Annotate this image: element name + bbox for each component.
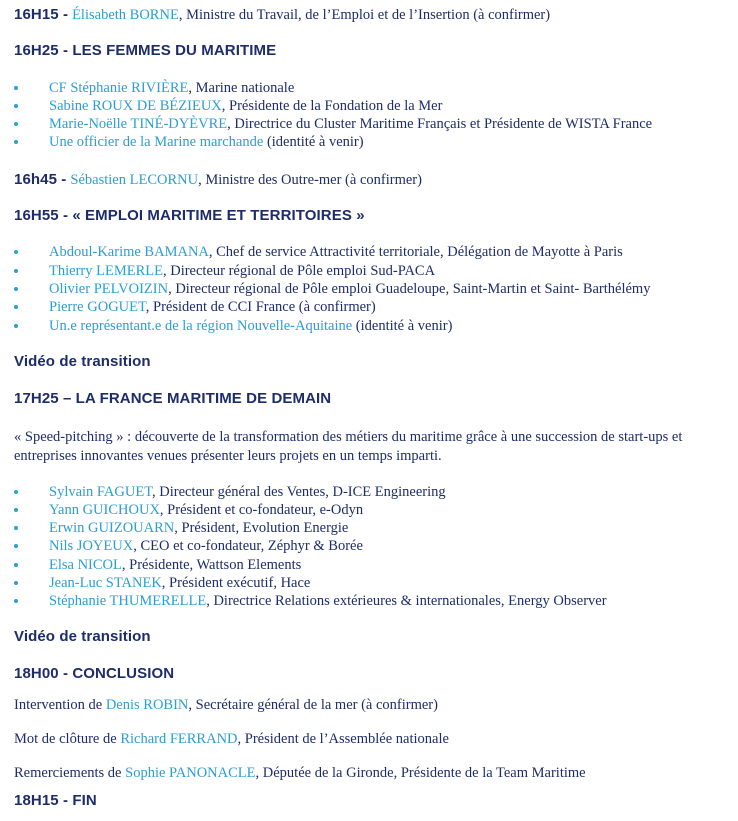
- bullet-dot-icon: [14, 250, 18, 254]
- speaker-role: , Ministre du Travail, de l’Emploi et de l’Insertion (à confirmer): [178, 7, 551, 23]
- person-role: , Chef de service Attractivité territoriale, Délégation de Mayotte à Paris: [208, 244, 623, 260]
- section-title: Vidéo de transition: [14, 628, 151, 645]
- list-item-text: [49, 243, 623, 261]
- person-name: Abdoul-Karime BAMANA: [49, 244, 209, 260]
- list-item-text: [49, 298, 376, 316]
- person-name: Olivier PELVOIZIN: [49, 281, 169, 297]
- person-name: Un.e représentant.e de la région Nouvelle-Aquitaine: [49, 318, 353, 334]
- person-name: Nils JOYEUX: [49, 538, 134, 554]
- section-title: 16H55 - « EMPLOI MARITIME ET TERRITOIRES »: [14, 207, 365, 224]
- person-role: , Secrétaire général de la mer (à confirmer): [188, 697, 438, 713]
- person-name: Erwin GUIZOUARN: [49, 520, 175, 536]
- speaker-role: , Ministre des Outre-mer (à confirmer): [198, 172, 422, 188]
- person-role: (identité à venir): [352, 318, 453, 334]
- person-role: , CEO et co-fondateur, Zéphyr & Borée: [133, 538, 363, 554]
- list-item-text: [49, 556, 301, 574]
- conclusion-line: [14, 764, 586, 782]
- bullet-dot-icon: [14, 544, 18, 548]
- person-role: , Présidente de la Fondation de la Mer: [221, 98, 443, 114]
- person-name: Thierry LEMERLE: [49, 263, 163, 279]
- bullet-dot-icon: [14, 490, 18, 494]
- bullet-dot-icon: [14, 305, 18, 309]
- list-item-text: [49, 262, 435, 280]
- person-role: , Président exécutif, Hace: [161, 575, 311, 591]
- bullet-dot-icon: [14, 599, 18, 603]
- speaker-heading: [14, 171, 422, 189]
- time-label: 16h45 -: [14, 171, 67, 188]
- person-name: Marie-Noëlle TINÉ-DYÈVRE: [49, 116, 228, 132]
- person-role: , Président de l’Assemblée nationale: [237, 731, 449, 747]
- bullet-dot-icon: [14, 508, 18, 512]
- person-name: Yann GUICHOUX: [49, 502, 160, 518]
- section-title: 18H00 - CONCLUSION: [14, 665, 175, 682]
- section-title: 16H25 - LES FEMMES DU MARITIME: [14, 42, 277, 59]
- person-name: Sophie PANONACLE: [125, 765, 256, 781]
- person-role: , Président, Evolution Energie: [174, 520, 349, 536]
- bullet-dot-icon: [14, 526, 18, 530]
- person-name: Denis ROBIN: [105, 697, 189, 713]
- conclusion-line: [14, 696, 438, 714]
- bullet-dot-icon: [14, 122, 18, 126]
- bullet-dot-icon: [14, 269, 18, 273]
- person-role: , Directrice du Cluster Maritime Français et Présidente de WISTA France: [227, 116, 653, 132]
- line-prefix: Mot de clôture de: [14, 731, 121, 747]
- list-item-text: [49, 501, 363, 519]
- person-name: Sylvain FAGUET: [49, 484, 152, 500]
- person-role: , Président et co-fondateur, e-Odyn: [159, 502, 364, 518]
- paragraph: « Speed-pitching » : découverte de la transformation des métiers du maritime grâce à une succession de start-ups et entreprises innovantes venues présenter leurs projets en un temps imparti.: [14, 429, 683, 464]
- person-name: Richard FERRAND: [120, 731, 238, 747]
- bullet-dot-icon: [14, 104, 18, 108]
- person-name: CF Stéphanie RIVIÈRE: [49, 80, 189, 96]
- speaker-name: Sébastien LECORNU: [70, 172, 199, 188]
- speaker-heading: [14, 6, 550, 24]
- list-item-text: [49, 79, 294, 97]
- section-title: Vidéo de transition: [14, 353, 151, 370]
- bullet-dot-icon: [14, 140, 18, 144]
- person-name: Elsa NICOL: [49, 557, 122, 573]
- list-item-text: [49, 133, 364, 151]
- speaker-name: Élisabeth BORNE: [72, 7, 179, 23]
- bullet-dot-icon: [14, 86, 18, 90]
- person-role: , Marine nationale: [188, 80, 295, 96]
- bullet-dot-icon: [14, 324, 18, 328]
- person-role: (identité à venir): [263, 134, 364, 150]
- person-role: , Directeur général des Ventes, D-ICE Engineering: [151, 484, 446, 500]
- person-role: , Président de CCI France (à confirmer): [145, 299, 376, 315]
- person-name: Sabine ROUX DE BÉZIEUX: [49, 98, 222, 114]
- person-name: Une officier de la Marine marchande: [49, 134, 264, 150]
- person-role: , Directeur régional de Pôle emploi Sud-PACA: [162, 263, 436, 279]
- person-name: Stéphanie THUMERELLE: [49, 593, 207, 609]
- line-prefix: Intervention de: [14, 697, 106, 713]
- list-item-text: [49, 537, 363, 555]
- section-title: 17H25 – LA FRANCE MARITIME DE DEMAIN: [14, 390, 332, 407]
- list-item-text: [49, 519, 348, 537]
- list-item-text: [49, 483, 446, 501]
- time-label: 16H15 -: [14, 6, 69, 23]
- list-item-text: [49, 97, 442, 115]
- person-role: , Directeur régional de Pôle emploi Guadeloupe, Saint-Martin et Saint- Barthélémy: [168, 281, 651, 297]
- person-role: , Députée de la Gironde, Présidente de la Team Maritime: [255, 765, 586, 781]
- list-item-text: [49, 280, 650, 298]
- line-prefix: Remerciements de: [14, 765, 126, 781]
- bullet-dot-icon: [14, 563, 18, 567]
- bullet-dot-icon: [14, 581, 18, 585]
- list-item-text: [49, 592, 607, 610]
- person-role: , Présidente, Wattson Elements: [121, 557, 302, 573]
- person-role: , Directrice Relations extérieures & internationales, Energy Observer: [206, 593, 607, 609]
- person-name: Jean-Luc STANEK: [49, 575, 162, 591]
- conclusion-line: [14, 730, 449, 748]
- list-item-text: [49, 317, 452, 335]
- list-item-text: [49, 574, 310, 592]
- section-title: 18H15 - FIN: [14, 792, 97, 809]
- bullet-dot-icon: [14, 287, 18, 291]
- list-item-text: [49, 115, 652, 133]
- person-name: Pierre GOGUET: [49, 299, 146, 315]
